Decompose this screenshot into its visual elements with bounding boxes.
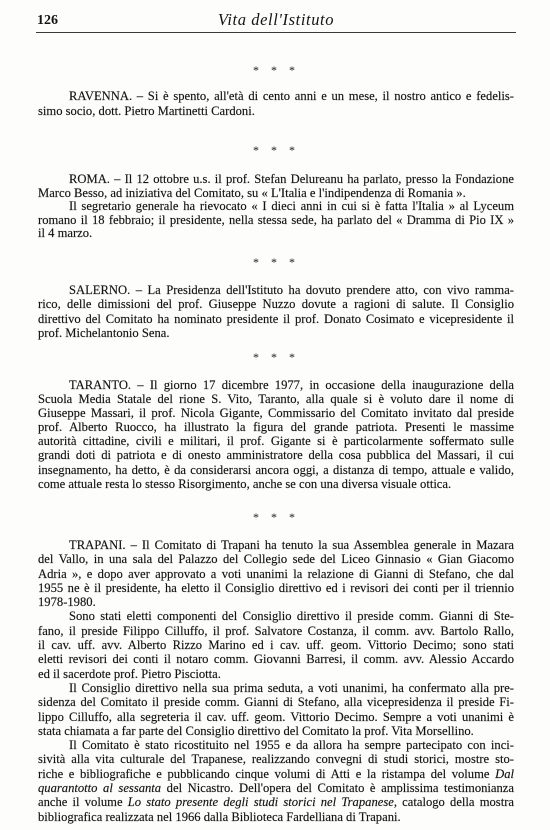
text-line: romano il 18 febbraio; il presidente, nella stessa sede, ha parlato del « Dramma di Pio IX » <box>38 212 514 227</box>
text-line: grandi doti di patriota e di onesto amministratore della cosa pubblica del Massari, il cui <box>38 448 514 463</box>
text-line <box>38 767 514 781</box>
text-line: il cav. uff. avv. Alberto Rizzo Marino ed i cav. uff. geom. Vittorio Decimo; sono stati <box>38 638 514 653</box>
text-line: rico, delle dimissioni del prof. Giuseppe Nuzzo dovute a ragioni di salute. Il Consiglio <box>38 297 514 312</box>
text-line: insegnamento, ha detto, è da considerarsi ancora oggi, a distanza di tempo, attuale e valido, <box>38 462 514 477</box>
text-line: come attuale resta lo stesso Risorgimento, anche se con una diversa visuale ottica. <box>38 476 452 491</box>
text-line: Adria », e dopo aver approvato a voti unanimi la relazione di Gianni di Stefano, che dal <box>38 566 514 581</box>
text-line: 1955 ne è il presidente, ha eletto il Consiglio direttivo ed i revisori dei conti per il triennio <box>38 580 514 595</box>
text-line: 1978-1980. <box>38 595 96 610</box>
section-separator: * * * <box>253 255 295 269</box>
entry-ravenna <box>38 89 514 119</box>
text-line <box>38 781 514 795</box>
text-line: bibliografica realizzata nel 1966 dalla Biblioteca Fardelliana di Trapani. <box>38 809 401 824</box>
line-text: del Nicastro. Dell'opera del Comitato è amplissima testimonianza <box>161 781 514 796</box>
text-line: lippo Cilluffo, alla segreteria il cav. uff. geom. Vittorio Decimo. Sempre a voti unanimi è <box>38 709 514 724</box>
text-line: TRAPANI. – Il Comitato di Trapani ha tenuto la sua Assemblea generale in Mazara <box>69 538 514 552</box>
text-line: Scuola Media Statale del rione S. Vito, Taranto, alla quale si è voluto dare il nome di <box>38 392 514 407</box>
text-line: autorità cittadine, civili e militari, il prof. Gigante si è particolarmente soffermato sulle <box>38 434 514 449</box>
entry-salerno <box>38 283 514 340</box>
text-line: Giuseppe Massari, il prof. Nicola Gigante, Commissario del Comitato invitato dal preside <box>38 406 514 421</box>
paragraph <box>38 283 514 340</box>
text-line: Il segretario generale ha rievocato « I dieci anni in cui si è fatta l'Italia » al Lyceum <box>69 199 514 214</box>
section-separator: * * * <box>253 350 295 364</box>
entry-trapani <box>38 538 514 824</box>
text-line: sività alla vita culturale del Trapanese, realizzando convegni di studi storici, mostre sto- <box>38 752 514 767</box>
text-line: stata chiamata a far parte del Consiglio direttivo del Comitato la prof. Vita Morsellino. <box>38 723 474 738</box>
text-line: del Vallo, in una sala del Palazzo del Collegio sede del Liceo Ginnasio « Gian Giacomo <box>38 552 514 567</box>
page-number: 126 <box>37 13 58 28</box>
book-title: Dal <box>495 766 514 781</box>
text-line: prof. Alberto Ruocco, ha illustrato la figura del grande patriota. Presenti le massime <box>38 420 514 435</box>
text-line: il 4 marzo. <box>38 226 93 241</box>
text-line: eletti revisori dei conti il notaro comm. Giovanni Barresi, il comm. avv. Alessio Accardo <box>38 652 514 667</box>
book-title: quarantotto al sessanta <box>38 781 162 796</box>
text-line: sidenza del Comitato il preside comm. Gianni di Stefano, alla vicepresidenza il preside Fi- <box>38 695 514 710</box>
paragraph <box>38 378 514 491</box>
line-text: anche il volume <box>38 795 128 810</box>
paragraph <box>38 609 514 680</box>
paragraph <box>38 200 514 241</box>
entry-roma <box>38 173 514 241</box>
book-title: Lo stato presente degli studi storici nel Trapanese <box>127 795 394 810</box>
running-title: Vita dell'Istituto <box>217 10 335 29</box>
text-line <box>38 795 514 809</box>
paragraph <box>38 89 514 119</box>
text-line: ed il sacerdote prof. Pietro Pisciotta. <box>38 666 221 681</box>
text-line: TARANTO. – Il giorno 17 dicembre 1977, in occasione della inaugurazione della <box>69 378 514 392</box>
text-line: fano, il preside Filippo Cilluffo, il prof. Salvatore Costanza, il comm. avv. Bartolo Rallo, <box>38 623 514 638</box>
text-line: direttivo del Comitato ha nominato presidente il prof. Donato Cosimato e vicepresidente il <box>38 311 514 326</box>
text-line: Marco Besso, ad iniziativa del Comitato, su « L'Italia e l'indipendenza di Romania ». <box>38 185 466 200</box>
section-separator: * * * <box>253 63 295 77</box>
text-line: Sono stati eletti componenti del Consiglio direttivo il preside comm. Gianni di Ste- <box>69 609 514 624</box>
text-line: ROMA. – Il 12 ottobre u.s. il prof. Stefan Delureanu ha parlato, presso la Fondazione <box>69 172 514 186</box>
section-separator: * * * <box>253 143 295 157</box>
paragraph <box>38 538 514 609</box>
text-line: Il Consiglio direttivo nella sua prima seduta, a voti unanimi, ha confermato alla pre- <box>69 680 514 695</box>
paragraph <box>38 738 514 824</box>
text-line: Il Comitato è stato ricostituito nel 1955 e da allora ha sempre partecipato con inci- <box>69 738 514 753</box>
entry-taranto <box>38 378 514 491</box>
line-text: riche e bibliografiche e pubblicando cinque volumi di Atti e la ristampa del volume <box>38 766 496 781</box>
line-text: , catalogo della mostra <box>393 795 514 810</box>
text-line: RAVENNA. – Si è spento, all'età di cento anni e un mese, il nostro antico e fedelis- <box>69 89 514 103</box>
text-line: simo socio, dott. Pietro Martinetti Cardoni. <box>38 104 255 118</box>
text-line: prof. Michelantonio Sena. <box>38 325 170 340</box>
text-line: SALERNO. – La Presidenza dell'Istituto ha dovuto prendere atto, con vivo ramma- <box>69 283 514 297</box>
paragraph <box>38 681 514 738</box>
header-rule <box>36 32 516 33</box>
section-separator: * * * <box>253 510 295 524</box>
paragraph <box>38 173 514 200</box>
